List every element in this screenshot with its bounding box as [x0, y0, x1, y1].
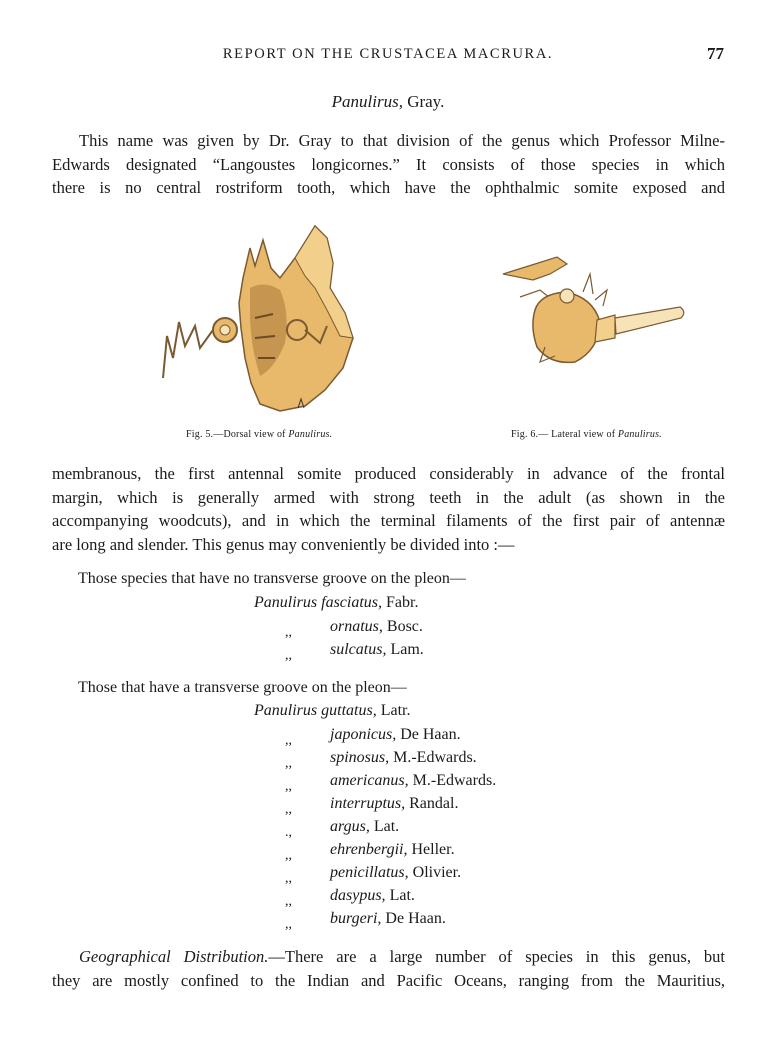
species-name: ornatus, — [330, 618, 383, 635]
species-author: M.-Edwards. — [389, 749, 477, 766]
figure-6-caption-prefix: Fig. 6.— Lateral view of — [511, 429, 618, 440]
intro-line-1: This name was given by Dr. Gray to that division of the genus which Professor Milne- — [79, 131, 725, 150]
species-author: Lat. — [369, 818, 400, 835]
species-entry — [330, 772, 496, 790]
ditto-mark: ., — [285, 825, 292, 840]
species-author: Fabr. — [382, 594, 419, 611]
ditto-mark: ,, — [285, 648, 292, 663]
intro-line-3: there is no central rostriform tooth, which have the ophthalmic somite exposed and — [52, 178, 725, 198]
running-header: REPORT ON THE CRUSTACEA MACRURA. — [222, 46, 554, 62]
body-line-4: are long and slender. This genus may conveniently be divided into :— — [52, 534, 515, 554]
intro-paragraph — [52, 129, 725, 200]
species-name: sulcatus, — [330, 641, 387, 658]
distribution-label: Geographical Distribution. — [79, 947, 269, 966]
figure-5-caption-prefix: Fig. 5.—Dorsal view of — [186, 429, 289, 440]
section-heading — [0, 92, 776, 112]
dorsal-carapace-illustration — [163, 226, 353, 411]
ditto-mark: ,, — [285, 871, 292, 886]
body-line-3: accompanying woodcuts), and in which the terminal filaments of the first pair of antennæ — [52, 511, 725, 531]
species-name: dasypus, — [330, 887, 386, 904]
body-paragraph — [52, 462, 725, 556]
figure-5-caption — [186, 429, 332, 440]
species-author: Lat. — [385, 887, 415, 904]
species-author: De Haan. — [381, 910, 446, 927]
species-name: argus, — [330, 818, 370, 835]
figure-6-caption-genus: Panulirus. — [617, 429, 662, 440]
ditto-mark: ,, — [285, 848, 292, 863]
species-entry — [330, 841, 455, 859]
body-line-1: membranous, the first antennal somite produced considerably in advance of the frontal — [52, 464, 725, 483]
species-name: spinosus, — [330, 749, 390, 766]
species-entry — [330, 910, 446, 928]
species-name: fasciatus, — [321, 594, 383, 611]
genus-name: Panulirus — [254, 594, 318, 611]
figure-6-lateral-view — [495, 252, 695, 377]
species-author: Olivier. — [408, 864, 462, 881]
figure-6-caption — [511, 429, 662, 440]
species-author: Randal. — [405, 795, 459, 812]
heading-author: Gray. — [402, 92, 445, 111]
species-author: Lam. — [386, 641, 424, 658]
ditto-mark: ,, — [285, 779, 292, 794]
species-name: interruptus, — [330, 795, 406, 812]
species-author: Latr. — [376, 702, 411, 719]
ditto-mark: ,, — [285, 733, 292, 748]
distribution-paragraph — [52, 945, 725, 992]
species-name: guttatus, — [321, 702, 377, 719]
figure-5-caption-genus: Panulirus. — [288, 429, 333, 440]
heading-genus: Panulirus, — [331, 92, 403, 111]
distribution-text-1: —There are a large number of species in this genus, but — [268, 947, 725, 966]
species-name: penicillatus, — [330, 864, 409, 881]
ditto-mark: ,, — [285, 625, 292, 640]
species-entry — [330, 795, 458, 813]
species-name: japonicus, — [330, 726, 397, 743]
ditto-mark: ,, — [285, 894, 292, 909]
group-2-genus-line — [254, 702, 410, 720]
group-2-intro: Those that have a transverse groove on the pleon— — [78, 679, 407, 696]
group-1-intro: Those species that have no transverse groove on the pleon— — [78, 570, 466, 587]
page-number: 77 — [707, 44, 724, 63]
lateral-carapace-illustration — [503, 257, 684, 362]
ditto-mark: ,, — [285, 917, 292, 932]
distribution-line-2: they are mostly confined to the Indian and Pacific Oceans, ranging from the Mauritius, — [52, 970, 725, 990]
ditto-mark: ,, — [285, 802, 292, 817]
species-entry — [330, 749, 477, 767]
figure-5-dorsal-view — [155, 218, 380, 418]
species-name: ehrenbergii, — [330, 841, 408, 858]
species-author: De Haan. — [396, 726, 461, 743]
species-entry — [330, 864, 461, 882]
species-entry — [330, 818, 399, 836]
species-author: Heller. — [407, 841, 455, 858]
ditto-mark: ,, — [285, 756, 292, 771]
species-author: M.-Edwards. — [408, 772, 497, 789]
body-line-2: margin, which is generally armed with strong teeth in the adult (as shown in the — [52, 487, 725, 507]
species-name: americanus, — [330, 772, 409, 789]
species-entry — [330, 887, 415, 905]
species-entry — [330, 618, 423, 636]
species-author: Bosc. — [382, 618, 423, 635]
species-entry — [330, 641, 424, 659]
genus-name: Panulirus — [254, 702, 318, 719]
intro-line-2: Edwards designated “Langoustes longicornes.” It consists of those species in which — [52, 154, 725, 174]
species-name: burgeri, — [330, 910, 382, 927]
distribution-line-1 — [52, 945, 725, 969]
species-entry — [330, 726, 461, 744]
group-1-genus-line — [254, 594, 418, 612]
